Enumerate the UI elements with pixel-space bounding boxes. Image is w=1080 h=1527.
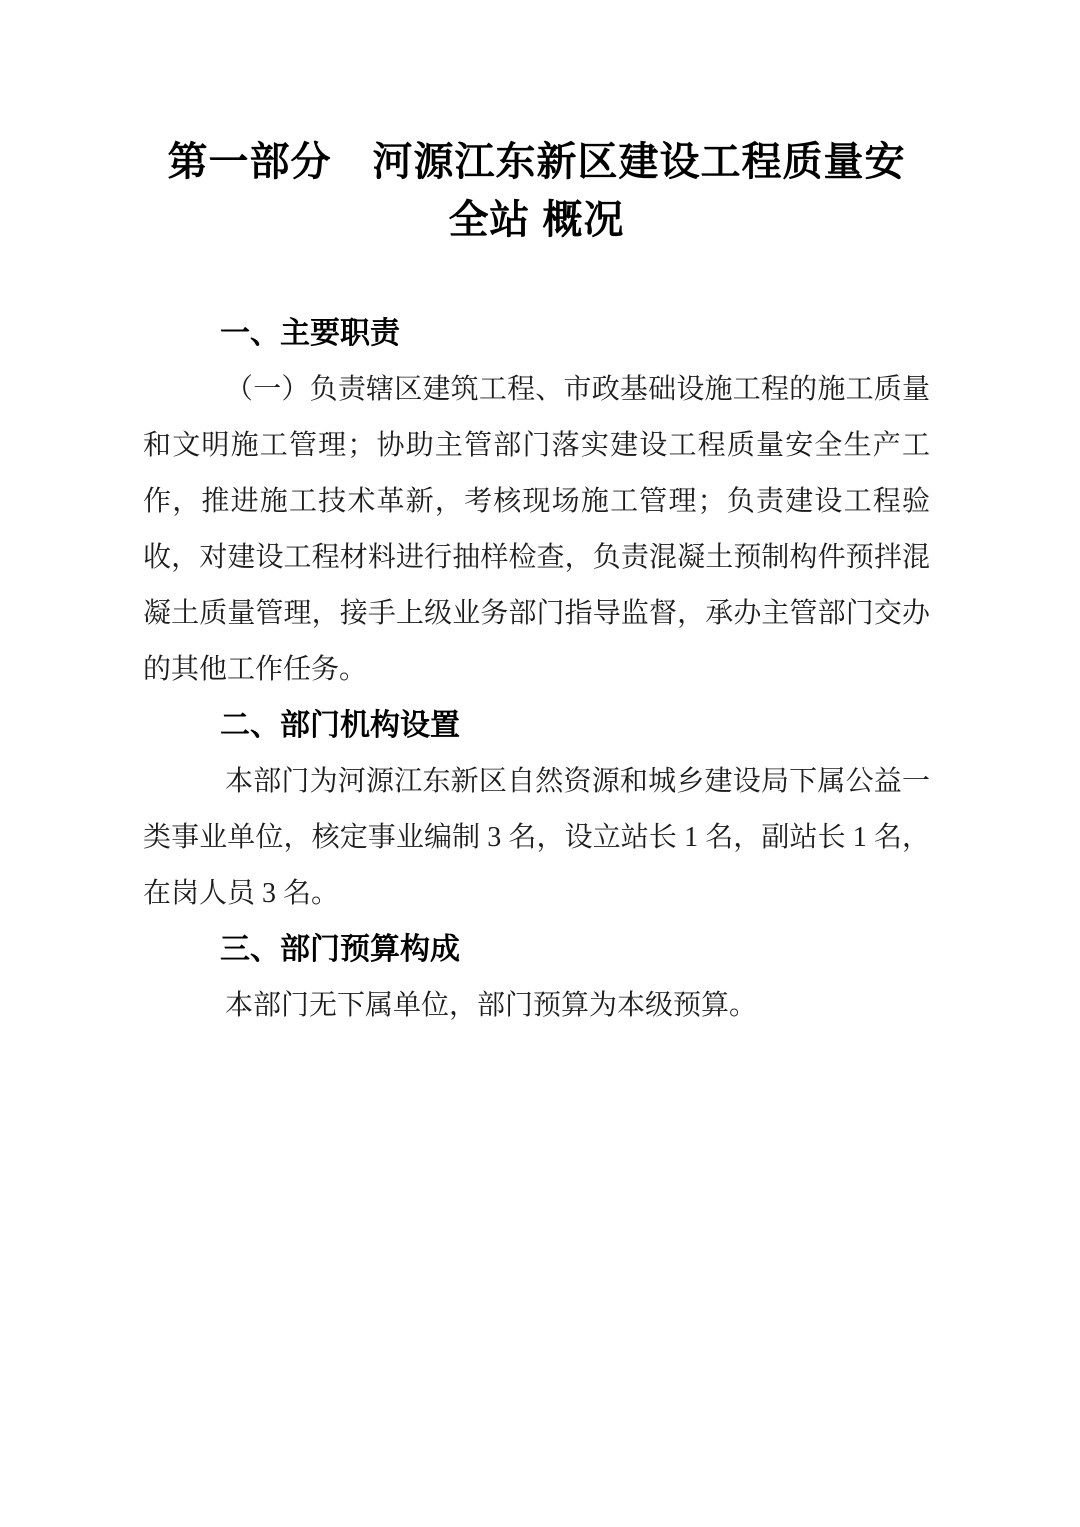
- section-paragraph-main-duties: （一）负责辖区建筑工程、市政基础设施工程的施工质量和文明施工管理；协助主管部门落实建设工程质量安全生产工作，推进施工技术革新，考核现场施工管理；负责建设工程验收，对建设工程材料进行抽样检查，负责混凝土预制构件预拌混凝土质量管理，接手上级业务部门指导监督，承办主管部门交办的其他工作任务。: [143, 374, 930, 685]
- document-title: [143, 133, 930, 249]
- document-title-line-2: 全站 概况: [448, 198, 625, 242]
- section-paragraph-org-structure: 本部门为河源江东新区自然资源和城乡建设局下属公益一类事业单位，核定事业编制 3 名，设立站长 1 名，副站长 1 名，在岗人员 3 名。: [143, 766, 930, 909]
- document-title-line-1: 第一部分 河源江东新区建设工程质量安: [167, 140, 906, 184]
- section-heading-main-duties: 一、主要职责: [220, 317, 400, 350]
- section-heading-budget-composition: 三、部门预算构成: [220, 933, 460, 966]
- section-paragraph-budget-composition: 本部门无下属单位，部门预算为本级预算。: [225, 990, 758, 1021]
- section-heading-org-structure: 二、部门机构设置: [220, 709, 460, 742]
- document-body: [143, 306, 930, 1034]
